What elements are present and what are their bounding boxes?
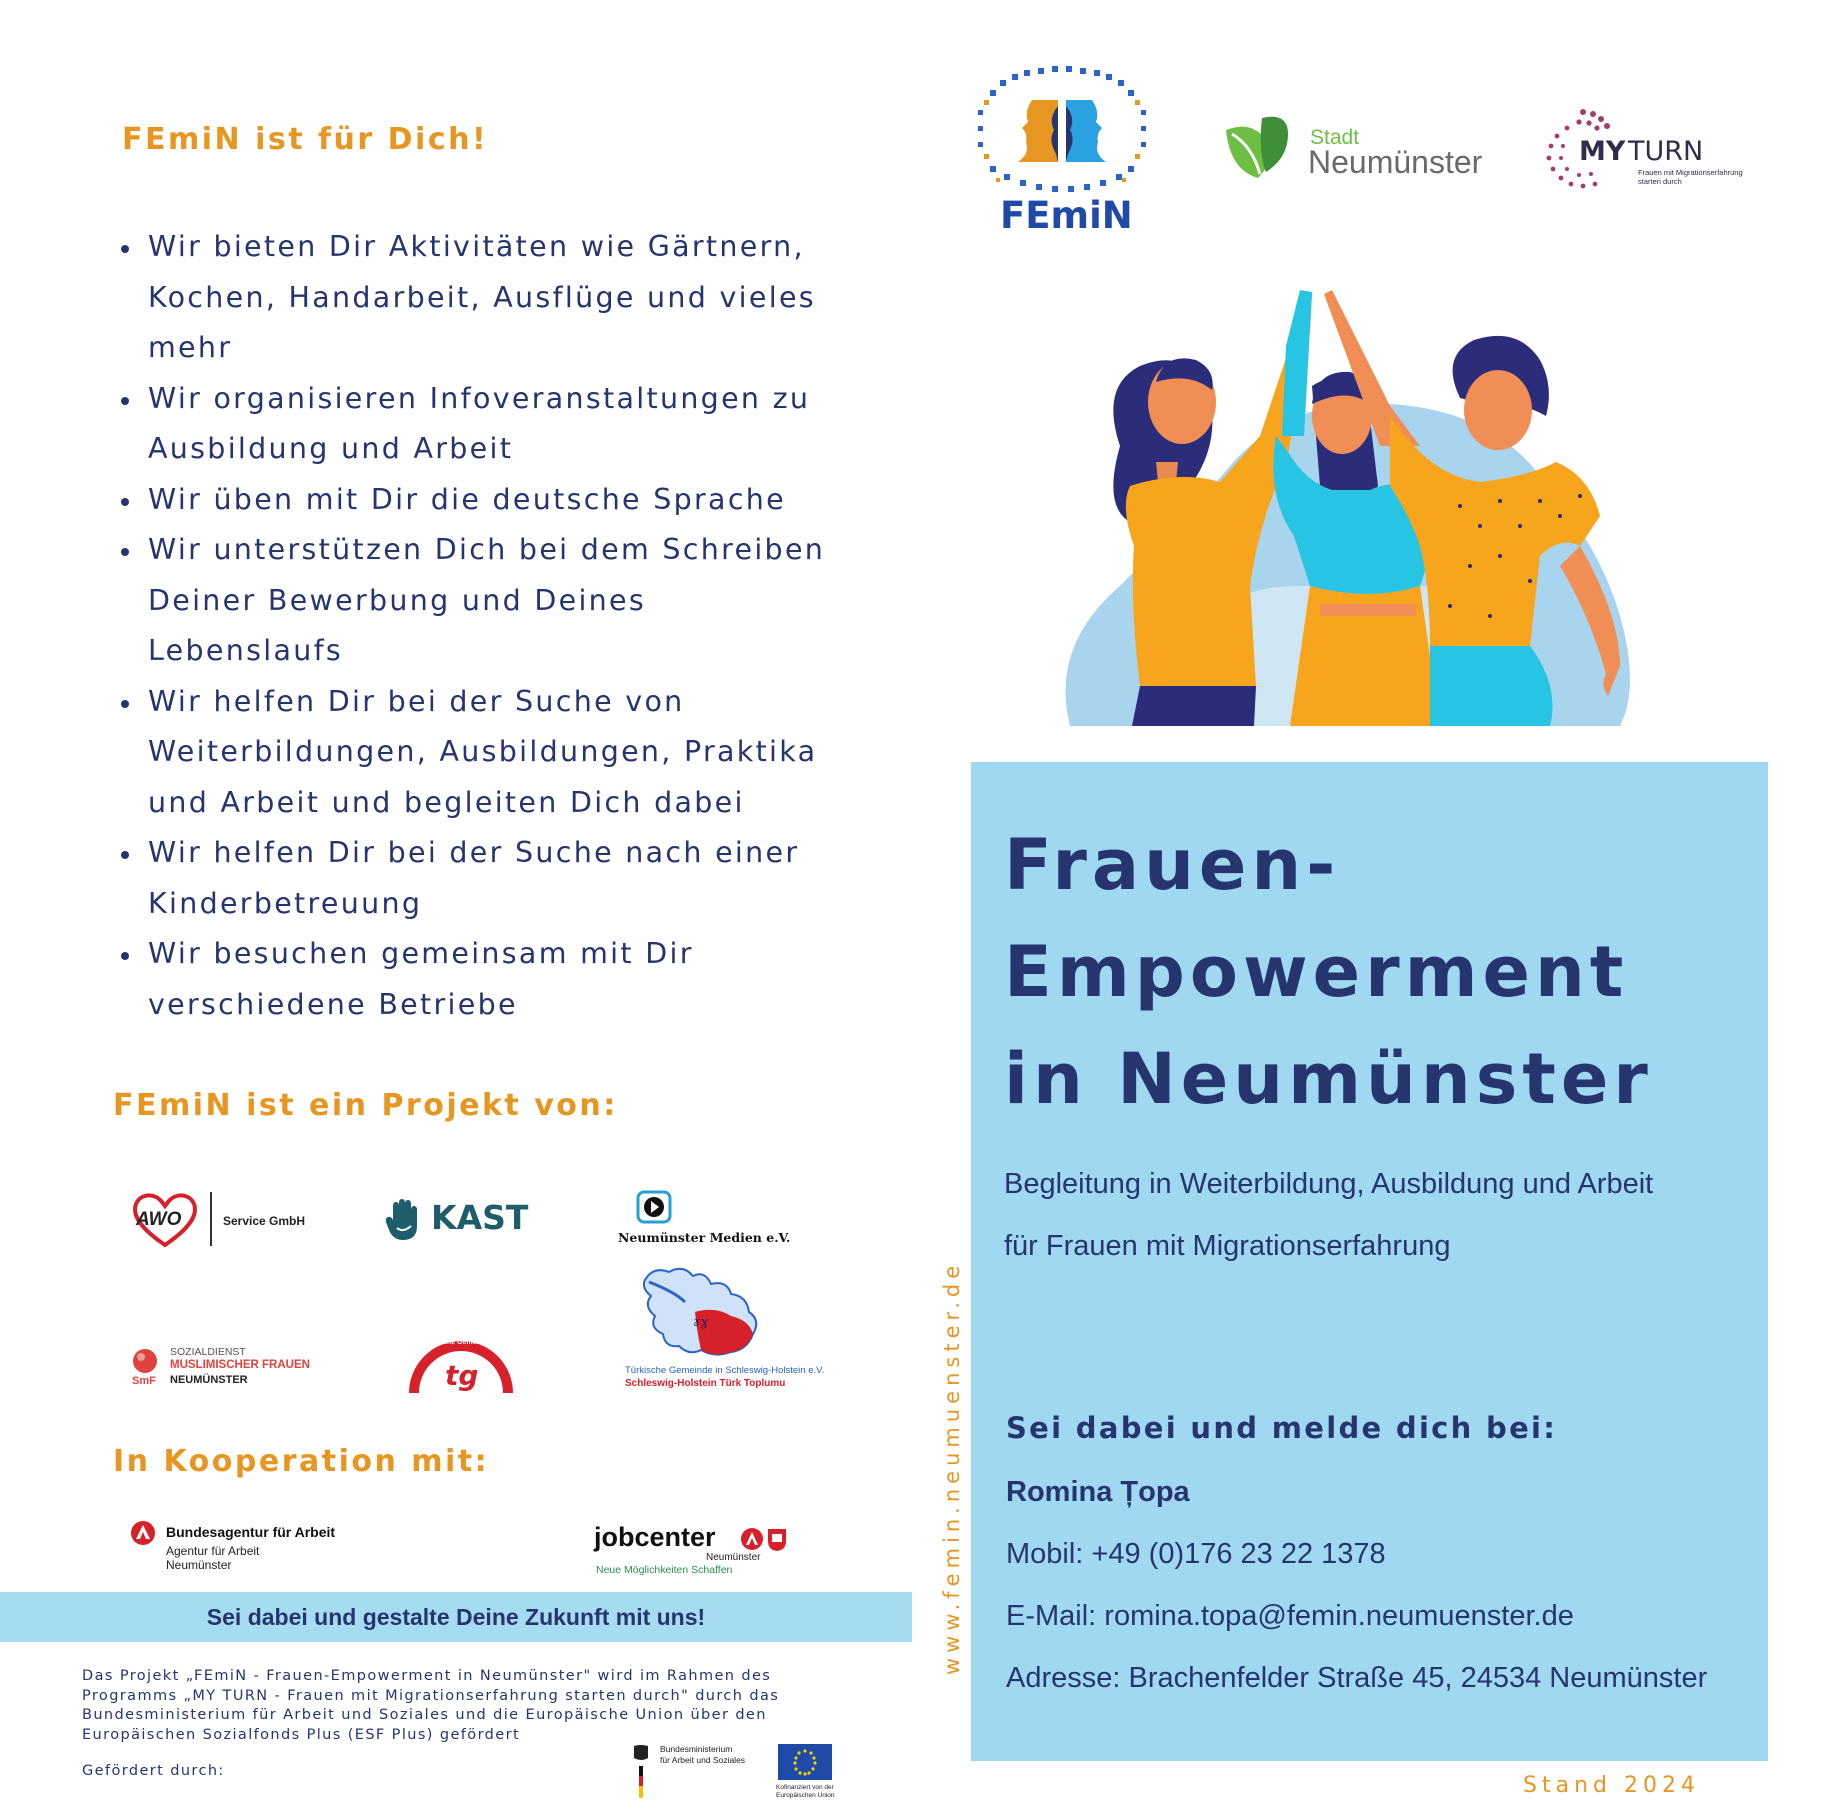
smf-short: SmF [132,1375,156,1387]
hand-icon [385,1198,425,1242]
title-line: Frauen- [1004,824,1341,906]
bmas-logo [630,1742,770,1802]
bmas-line1: Bundesministerium [660,1744,733,1754]
list-item: Wir organisieren Infoveranstaltungen zu Ausbildung und Arbeit [148,374,838,475]
list-item: Wir besuchen gemeinsam mit Dir verschiedene Betriebe [148,929,838,1030]
stadt-neumuenster-logo [1222,112,1483,188]
smf-logo [130,1346,320,1392]
tgsh-logo [620,1262,825,1394]
cta-banner [0,1592,912,1642]
tgn-arc-text: Türkische Gemeinde in Neumünster e.V. [422,1339,556,1346]
list-item: Wir helfen Dir bei der Suche nach einer Kinderbetreuung [148,828,838,929]
nm-medien-name: Neumünster Medien e.V. [618,1230,791,1245]
tgsh-line1: Türkische Gemeinde in Schleswig-Holstein e.V. [625,1365,825,1376]
intro-heading: FEmiN ist für Dich! [122,122,489,157]
myturn-my: MY [1579,136,1626,167]
eu-line2: Europäischen Union [776,1792,835,1799]
awo-name: AWO [136,1209,182,1230]
funding-footnote: Das Projekt „FEmiN - Frauen-Empowerment in Neumünster" wird im Rahmen des Programms „MY TURN - Frauen mit Migrationserfahrung starten durch" durch das Bundesministerium für Arbeit und Soziales und die Europäische Union über den Europäischen Sozialfonds Plus (ESF Plus) gefördert [82,1668,780,1743]
tgn-logo [408,1335,556,1393]
myturn-logo [1543,106,1753,192]
funded-by-label: Gefördert durch: [82,1763,225,1779]
eu-logo [774,1744,874,1804]
tgn-mark: tg [445,1359,479,1392]
project-heading: FEmiN ist ein Projekt von: [113,1088,618,1123]
myturn-turn: TURN [1628,136,1704,167]
ba-line1: Bundesagentur für Arbeit [166,1524,336,1540]
list-item: Wir unterstützen Dich bei dem Schreiben Deiner Bewerbung und Deines Lebenslaufs [148,525,838,677]
femin-logo [970,62,1154,238]
stadt-big: Neumünster [1308,144,1483,180]
coop-heading: In Kooperation mit: [113,1444,490,1479]
jc-emblems-icon [740,1526,790,1552]
smf-line2: MUSLIMISCHER FRAUEN [170,1359,310,1371]
awo-logo [130,1190,320,1250]
list-item: Wir helfen Dir bei der Suche von Weiterbildungen, Ausbildungen, Praktika und Arbeit und begleiten Dich dabei [148,677,838,829]
list-item: Wir üben mit Dir die deutsche Sprache [148,475,838,526]
edition-stamp: Stand 2024 [1523,1773,1700,1798]
subtitle-line-1: Begleitung in Weiterbildung, Ausbildung und Arbeit [1004,1168,1654,1200]
awo-sub: Service GmbH [223,1214,306,1228]
german-eagle-flag-icon [630,1744,652,1800]
title-line: in Neumünster [1004,1038,1653,1120]
myturn-sub1: Frauen mit Migrationserfahrung [1638,168,1743,177]
tgsh-line2: Schleswig-Holstein Türk Toplumu [625,1378,786,1389]
awo-divider [210,1192,212,1246]
website-url-vertical: www.femin.neumuenster.de [940,1260,964,1675]
jobcenter-logo [594,1522,804,1582]
kast-logo [385,1196,529,1244]
ba-line2: Agentur für Arbeit [166,1544,260,1558]
eu-flag-icon [778,1744,832,1780]
ba-logo [130,1520,350,1580]
contact-email[interactable]: E-Mail: romina.topa@femin.neumuenster.de [1006,1600,1574,1632]
ba-icon [130,1520,156,1546]
contact-heading: Sei dabei und melde dich bei: [1006,1411,1558,1445]
cta-banner-text: Sei dabei und gestalte Deine Zukunft mit uns! [206,1603,706,1630]
play-icon [636,1190,672,1226]
eu-line1: Kofinanziert von der [776,1784,834,1791]
leaf-icon [1222,112,1292,184]
femin-logo-text: FEmiN [1000,194,1133,237]
jc-city: Neumünster [706,1552,761,1563]
list-item: Wir bieten Dir Aktivitäten wie Gärtnern, Kochen, Handarbeit, Ausflüge und vieles mehr [148,222,838,374]
bmas-line2: für Arbeit und Soziales [660,1755,746,1765]
ba-line3: Neumünster [166,1558,232,1572]
jc-slogan: Neue Möglichkeiten Schaffen [596,1564,733,1576]
femin-faces-icon [970,62,1154,202]
kast-name: KAST [431,1198,529,1237]
nm-medien-logo [618,1190,798,1250]
schleswig-holstein-map-icon [635,1262,775,1362]
smf-line1: SOZIALDIENST [170,1346,246,1358]
contact-name: Romina Țopa [1006,1476,1190,1508]
title-line: Empowerment [1004,931,1629,1013]
svg-text:ɤɣ: ɤɣ [693,1315,709,1330]
contact-mobile[interactable]: Mobil: +49 (0)176 23 22 1378 [1006,1538,1386,1570]
jc-name: jobcenter [594,1522,716,1552]
page-title [1004,812,1724,1133]
women-high-five-illustration [1060,286,1720,756]
smf-line3: NEUMÜNSTER [170,1374,248,1386]
smf-circle-icon [130,1348,160,1374]
contact-address: Adresse: Brachenfelder Straße 45, 24534 Neumünster [1006,1662,1708,1694]
subtitle-line-2: für Frauen mit Migrationserfahrung [1004,1230,1451,1262]
activities-list [148,222,838,1030]
myturn-sub2: starten durch [1638,177,1682,186]
stadt-small: Stadt [1310,126,1360,149]
